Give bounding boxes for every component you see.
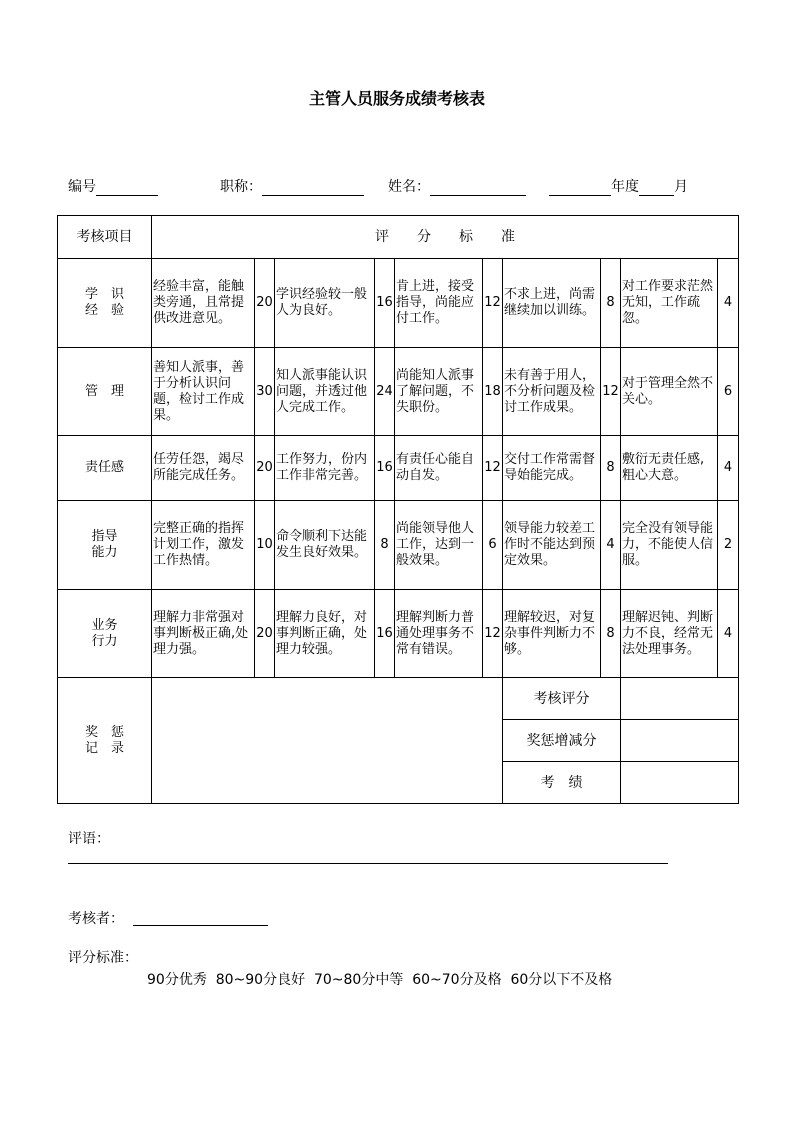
row-item-label [58, 590, 152, 678]
criteria-desc: 任劳任怨，竭尽所能完成任务。 [152, 436, 255, 501]
criteria-score: 20 [255, 590, 275, 678]
criteria-score: 8 [601, 436, 621, 501]
criteria-desc: 理解判断力普通处理事务不常有错误。 [395, 590, 483, 678]
criteria-score: 16 [375, 590, 395, 678]
assessor-line[interactable] [133, 925, 268, 926]
criteria-score: 10 [255, 501, 275, 590]
table-row [58, 590, 739, 678]
criteria-score: 20 [255, 259, 275, 348]
name-blank[interactable] [430, 179, 526, 196]
criteria-score: 18 [483, 348, 503, 436]
criteria-desc: 对于管理全然不关心。 [621, 348, 718, 436]
standard-label: 评分标准： [68, 950, 138, 966]
header-standard: 评 分 标 准 [152, 216, 739, 259]
month-label: 月 [674, 179, 688, 195]
criteria-score: 12 [483, 259, 503, 348]
item-line: 业务 [91, 617, 118, 633]
header-fields [68, 176, 748, 196]
item-line: 学 识 [84, 287, 124, 302]
criteria-score: 16 [375, 259, 395, 348]
position-field [220, 176, 364, 196]
criteria-desc: 对工作要求茫然无知，工作疏忽。 [621, 259, 718, 348]
name-label: 姓名： [388, 179, 430, 195]
row-item-label [58, 348, 152, 436]
criteria-desc: 善知人派事，善于分析认识问题，检讨工作成果。 [152, 348, 255, 436]
comment-label: 评语： [68, 831, 110, 847]
page-title: 主管人员服务成绩考核表 [308, 89, 485, 108]
item-line: 行力 [91, 633, 118, 649]
table-header-row [58, 216, 739, 259]
summary-value-adjust[interactable] [621, 720, 739, 762]
item-line: 奖 惩 [84, 724, 124, 740]
criteria-score: 12 [483, 436, 503, 501]
row-item-label [58, 436, 152, 501]
position-blank[interactable] [262, 179, 364, 196]
criteria-desc: 学识经验较一般人为良好。 [275, 259, 375, 348]
header-item: 考核项目 [58, 216, 152, 259]
criteria-score: 8 [375, 501, 395, 590]
criteria-desc: 命令顺利下达能发生良好效果。 [275, 501, 375, 590]
criteria-score: 2 [718, 501, 739, 590]
criteria-desc: 不求上进，尚需继续加以训练。 [503, 259, 601, 348]
criteria-score: 30 [255, 348, 275, 436]
criteria-desc: 交付工作常需督导始能完成。 [503, 436, 601, 501]
table-row [58, 259, 739, 348]
criteria-desc: 经验丰富，能触类旁通，且常提供改进意见。 [152, 259, 255, 348]
criteria-score: 4 [601, 501, 621, 590]
criteria-desc: 尚能知人派事了解问题，不失职份。 [395, 348, 483, 436]
year-label: 年度 [611, 179, 639, 195]
criteria-desc: 未有善于用人，不分析问题及检讨工作成果。 [503, 348, 601, 436]
row-item-label [58, 501, 152, 590]
criteria-score: 24 [375, 348, 395, 436]
summary-label-result: 考 绩 [503, 762, 621, 804]
criteria-score: 6 [483, 501, 503, 590]
criteria-desc: 理解力非常强对事判断极正确,处理力强。 [152, 590, 255, 678]
criteria-score: 6 [718, 348, 739, 436]
name-field [388, 176, 526, 196]
criteria-desc: 敷衍无责任感,粗心大意。 [621, 436, 718, 501]
criteria-score: 12 [601, 348, 621, 436]
summary-value-score[interactable] [621, 678, 739, 720]
criteria-desc: 领导能力较差工作时不能达到预定效果。 [503, 501, 601, 590]
criteria-desc: 肯上进，接受指导，尚能应付工作。 [395, 259, 483, 348]
month-blank[interactable] [639, 179, 674, 196]
row-item-label [58, 259, 152, 348]
item-line: 能力 [91, 545, 118, 560]
number-label: 编号 [68, 179, 96, 195]
criteria-desc: 理解迟钝、判断力不良，经常无法处理事务。 [621, 590, 718, 678]
criteria-desc: 完全没有领导能力，不能使人信服。 [621, 501, 718, 590]
criteria-score: 16 [375, 436, 395, 501]
item-line: 管 理 [84, 383, 124, 399]
table-row [58, 348, 739, 436]
date-field [549, 176, 688, 196]
year-blank[interactable] [549, 179, 611, 196]
number-field [68, 176, 158, 196]
criteria-desc: 理解力良好，对事判断正确，处理力较强。 [275, 590, 375, 678]
item-line: 指导 [91, 529, 118, 544]
criteria-desc: 尚能领导他人工作，达到一般效果。 [395, 501, 483, 590]
summary-label-adjust: 奖惩增减分 [503, 720, 621, 762]
criteria-desc: 理解较迟，对复杂事件判断力不够。 [503, 590, 601, 678]
criteria-score: 12 [483, 590, 503, 678]
standard-text: 90分优秀 80~90分良好 70~80分中等 60~70分及格 60分以下不及格 [147, 972, 613, 988]
criteria-desc: 完整正确的指挥计划工作，激发工作热情。 [152, 501, 255, 590]
assessment-table [57, 215, 739, 804]
criteria-score: 4 [718, 590, 739, 678]
reward-item-label [58, 678, 152, 804]
position-label: 职称： [220, 179, 262, 195]
comment-line[interactable] [68, 863, 668, 864]
criteria-desc: 工作努力，份内工作非常完善。 [275, 436, 375, 501]
criteria-score: 4 [718, 436, 739, 501]
criteria-score: 8 [601, 590, 621, 678]
criteria-score: 4 [718, 259, 739, 348]
reward-row [58, 678, 739, 720]
summary-label-score: 考核评分 [503, 678, 621, 720]
criteria-score: 20 [255, 436, 275, 501]
item-line: 责任感 [84, 460, 124, 475]
criteria-desc: 知人派事能认识问题，并透过他人完成工作。 [275, 348, 375, 436]
assessor-label: 考核者： [68, 911, 124, 927]
summary-value-result[interactable] [621, 762, 739, 804]
number-blank[interactable] [96, 179, 158, 196]
table-row [58, 501, 739, 590]
table-row [58, 436, 739, 501]
item-line: 记 录 [84, 740, 124, 756]
reward-record-area[interactable] [152, 678, 503, 804]
criteria-score: 8 [601, 259, 621, 348]
criteria-desc: 有责任心能自动自发。 [395, 436, 483, 501]
item-line: 经 验 [84, 303, 124, 318]
